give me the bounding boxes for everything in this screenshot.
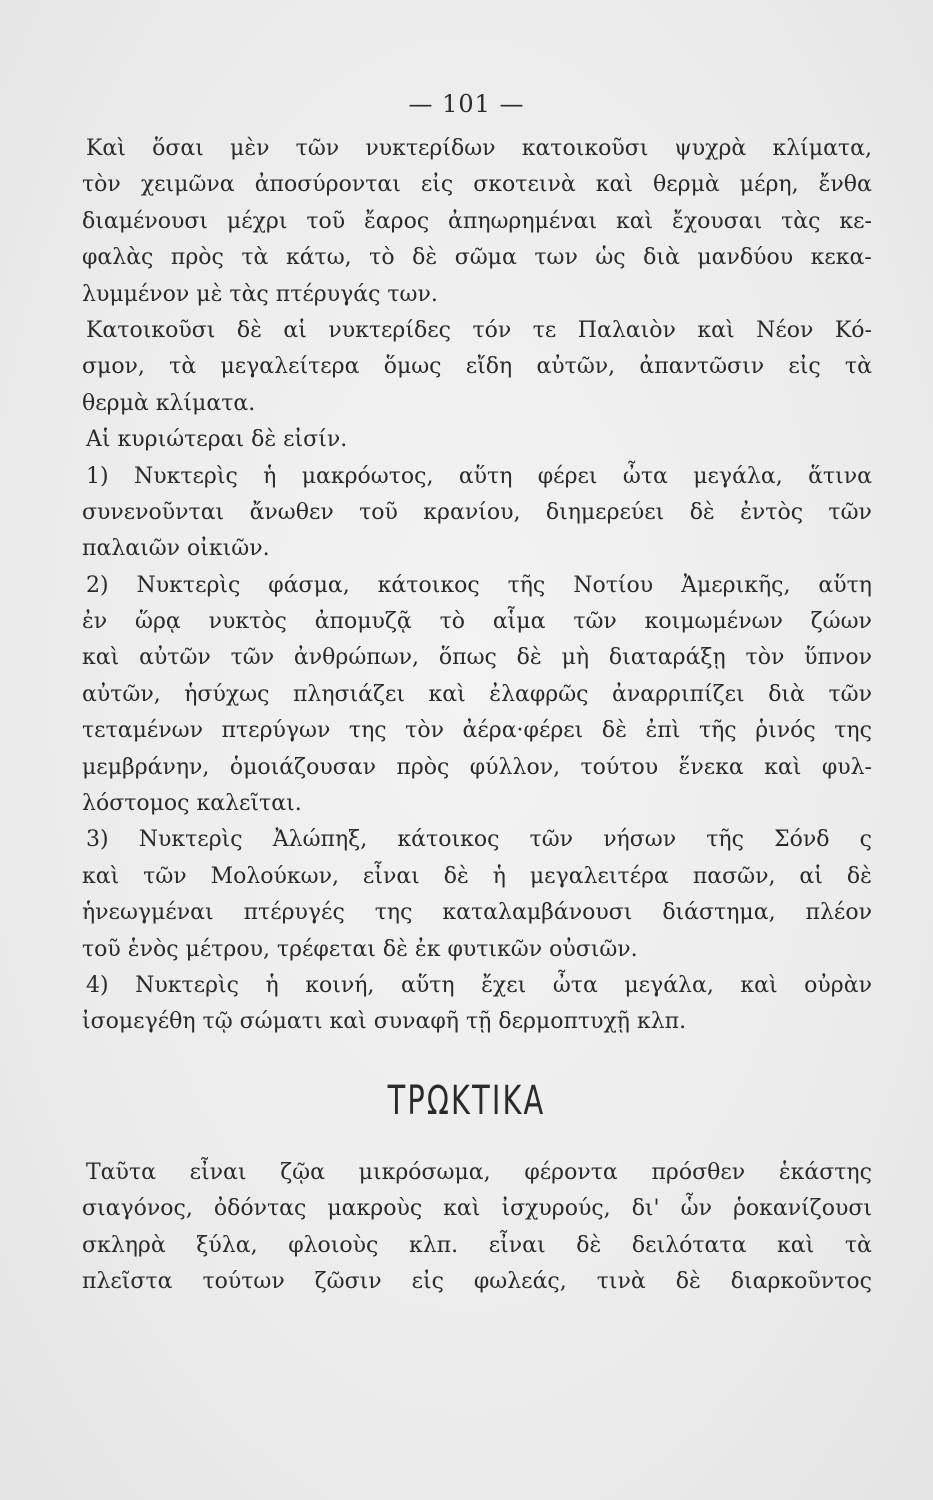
section-heading: ΤΡΩΚΤΙΚΑ [387,1078,546,1124]
rodents-text-block [82,1155,872,1301]
text-line: Αἱ κυριώτεραι δὲ εἰσίν. [86,427,348,453]
text-line: 1) Νυκτερὶς ἡ μακρόωτος, αὕτη φέρει ὦτα μεγάλα, ἅτινα [86,463,872,489]
text-line: φαλὰς πρὸς τὰ κάτω, τὸ δὲ σῶμα των ὡς διὰ μανδύου κεκα- [82,245,872,271]
text-line: Καὶ ὅσαι μὲν τῶν νυκτερίδων κατοικοῦσι ψυχρὰ κλίματα, [86,136,872,161]
text-line: σιαγόνος, ὀδόντας μακροὺς καὶ ἰσχυρούς, δι' ὧν ῥοκανίζουσι [82,1196,872,1222]
text-line: καὶ αὐτῶν τῶν ἀνθρώπων, ὅπως δὲ μὴ διαταράξῃ τὸν ὕπνον [82,645,872,671]
text-line: τεταμένων πτερύγων της τὸν ἀέρα·φέρει δὲ ἐπὶ τῆς ῥινός της [82,718,872,744]
text-line: λυμμένον μὲ τὰς πτέρυγάς των. [82,281,438,307]
text-line: ἡνεωγμέναι πτέρυγές της καταλαμβάνουσι διάστημα, πλέον [82,900,872,926]
text-line: Ταῦτα εἶναι ζῷα μικρόσωμα, φέροντα πρόσθεν ἑκάστης [86,1160,872,1185]
text-line: θερμὰ κλίματα. [82,390,256,416]
text-line: τὸν χειμῶνα ἀποσύρονται εἰς σκοτεινὰ καὶ θερμὰ μέρη, ἔνθα [82,172,872,198]
text-line: λόστομος καλεῖται. [82,791,302,817]
text-line: συνενοῦνται ἄνωθεν τοῦ κρανίου, διημερεύει δὲ ἐντὸς τῶν [82,499,872,525]
bats-text-block [82,131,872,1041]
text-line: ἐν ὥρᾳ νυκτὸς ἀπομυζᾷ τὸ αἷμα τῶν κοιμωμένων ζώων [82,609,872,635]
text-line: 2) Νυκτερὶς φάσμα, κάτοικος τῆς Νοτίου Ἀμερικῆς, αὕτη [86,572,872,598]
text-line: 3) Νυκτερὶς Ἀλώπηξ, κάτοικος τῶν νήσων τῆς Σόνδ ς [86,827,872,853]
text-line: ἰσομεγέθη τῷ σώματι καὶ συναφῆ τῇ δερμοπτυχῇ κλπ. [82,1009,687,1035]
text-line: καὶ τῶν Μολούκων, εἶναι δὲ ἡ μεγαλειτέρα πασῶν, αἱ δὲ [82,863,872,889]
text-line: παλαιῶν οἰκιῶν. [82,536,270,562]
text-line: αὐτῶν, ἡσύχως πλησιάζει καὶ ἐλαφρῶς ἀναρριπίζει διὰ τῶν [82,681,872,707]
text-line: διαμένουσι μέχρι τοῦ ἔαρος ἀπηωρημέναι καὶ ἔχουσαι τὰς κε- [82,208,872,234]
text-line: τοῦ ἑνὸς μέτρου, τρέφεται δὲ ἐκ φυτικῶν οὐσιῶν. [82,936,638,962]
text-line: σκληρὰ ξύλα, φλοιοὺς κλπ. εἶναι δὲ δειλότατα καὶ τὰ [82,1232,872,1258]
text-line: μεμβράνην, ὁμοιάζουσαν πρὸς φύλλον, τούτου ἕνεκα καὶ φυλ- [82,754,872,780]
page-number: — 101 — [408,90,525,118]
text-line: 4) Νυκτερὶς ἡ κοινή, αὕτη ἔχει ὦτα μεγάλα, καὶ οὐρὰν [86,972,872,998]
text-line: πλεῖστα τούτων ζῶσιν εἰς φωλεάς, τινὰ δὲ διαρκοῦντος [82,1269,872,1295]
text-line: σμον, τὰ μεγαλείτερα ὅμως εἴδη αὐτῶν, ἀπαντῶσιν εἰς τὰ [82,354,872,380]
text-line: Κατοικοῦσι δὲ αἱ νυκτερίδες τόν τε Παλαιὸν καὶ Νέον Κό- [86,317,872,343]
